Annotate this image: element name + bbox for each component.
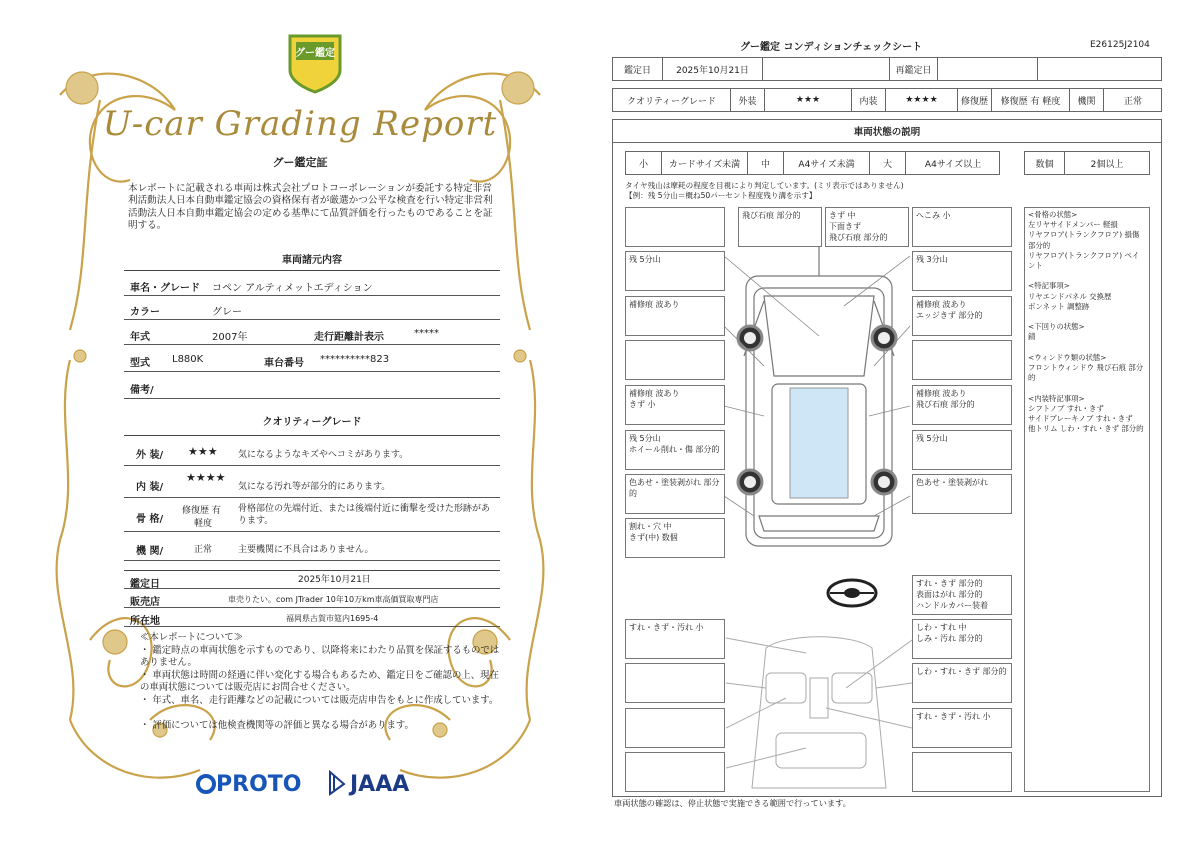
steering-wheel-icon	[826, 578, 878, 608]
date-label: 鑑定日	[130, 579, 160, 590]
ext-box-r6: 残 5分山	[912, 430, 1012, 470]
note-3: ・ 年式、車名、走行距離などの記載については販売店申告をもとに作成しています。	[140, 695, 499, 706]
note-1: ・ 鑑定時点の車両状態を示すものであり、以降将来にわたり品質を保証するものではありません。	[140, 645, 500, 668]
ext-label: 外装	[731, 89, 765, 111]
ext-box-l7: 色あせ・塗装剥がれ 部分的	[625, 474, 725, 514]
remarks-label: 備考/	[130, 385, 154, 396]
engine-label: 機関	[1070, 89, 1104, 111]
info-row-shop	[124, 590, 500, 608]
int-box-r3: すれ・きず・汚れ 小	[912, 708, 1012, 748]
ext-box-top-1: 飛び石痕 部分的	[738, 207, 822, 247]
grade-divider	[124, 428, 500, 436]
color-value: グレー	[212, 307, 242, 318]
tire-note-1: タイヤ残山は摩耗の程度を目視により判定しています。(ミリ表示ではありません)	[625, 181, 904, 190]
chassis-label: 車台番号	[264, 358, 304, 369]
cert-title: U-car Grading Report	[102, 104, 498, 144]
interior-label: 内 装/	[136, 482, 164, 493]
shop-value: 車売りたい。com JTrader 10年10万km車高価買取専門店	[228, 595, 439, 604]
engine-value: 正常	[1123, 96, 1142, 107]
frame-value-1: 修復歴 有	[182, 506, 221, 516]
color-label: カラー	[130, 307, 160, 318]
exterior-stars: ★★★	[188, 445, 218, 458]
interior-stars: ★★★★	[186, 471, 226, 484]
proto-logo-icon	[196, 773, 216, 795]
size-legend	[625, 151, 1000, 175]
chassis-value: **********823	[320, 354, 390, 365]
inspect-blank	[763, 58, 890, 80]
int-box-r4	[912, 752, 1012, 792]
note-4: ・ 評価については他検査機関等の評価と異なる場合があります。	[140, 720, 414, 731]
grade-label: クオリティーグレード	[613, 89, 731, 111]
grade-row-exterior	[124, 440, 500, 466]
sheet-footer: 車両状態の確認は、停止状態で実施できる範囲で行っています。	[614, 798, 851, 808]
size-small: 小	[626, 152, 662, 174]
ext-box-l4	[625, 340, 725, 380]
name-value: コペン アルティメットエディション	[212, 283, 373, 294]
inspect-label: 鑑定日	[613, 58, 663, 80]
size-large-desc: A4サイズ以上	[924, 159, 982, 170]
int-box-r2: しわ・すれ・きず 部分的	[912, 663, 1012, 703]
date-value: 2025年10月21日	[298, 575, 371, 585]
info-row-address	[124, 609, 500, 627]
reinspect-label: 再鑑定日	[890, 58, 938, 80]
int-box-l2	[625, 663, 725, 703]
model-label: 型式	[130, 358, 150, 369]
repair-label: 修復歴	[958, 89, 992, 111]
size-mid-desc: A4サイズ未満	[784, 152, 870, 174]
grade-row	[612, 88, 1162, 112]
doc-id: E26125J2104	[1090, 40, 1150, 50]
frame-label: 骨 格/	[136, 514, 164, 525]
goo-badge-icon	[286, 30, 344, 94]
tire-note-2: 【例：残 5分山＝概ね50パーセント程度残り溝を示す】	[625, 191, 817, 200]
spec-row-model	[124, 348, 500, 372]
ext-box-l1	[625, 207, 725, 247]
proto-logo: PROTO	[216, 772, 302, 797]
engine-value: 正常	[194, 545, 213, 555]
ext-box-l6: 残 5分山 ホイール削れ・傷 部分的	[625, 430, 725, 470]
ext-box-r4	[912, 340, 1012, 380]
grade-row-engine	[124, 537, 500, 561]
model-value: L880K	[172, 354, 204, 365]
exterior-desc: 気になるようなキズやヘコミがあります。	[238, 450, 409, 460]
year-value: 2007年	[212, 332, 248, 343]
ext-box-r7: 色あせ・塗装剥がれ	[912, 474, 1012, 514]
mileage-label: 走行距離計表示	[314, 332, 384, 343]
jaaa-logo-icon	[328, 770, 346, 796]
ext-box-top-2: きず 中 下面きず 飛び石痕 部分的	[825, 207, 909, 247]
specs-divider	[124, 263, 500, 271]
interior-desc: 気になる汚れ等が部分的にあります。	[238, 482, 391, 492]
count-legend	[1024, 151, 1150, 175]
cert-intro: 本レポートに記載される車両は株式会社プロトコーポレーションが委託する特定非営利活動法人日本自動車鑑定協会の資格保有者が厳選かつ公平な検査を行い特定非営利活動法人日本自動車鑑定協会の定める基準にて品質評価を行ったものであることを証明する。	[128, 183, 493, 232]
grade-row-frame	[124, 502, 500, 532]
int-box-r1: しわ・すれ 中 しみ・汚れ 部分的	[912, 619, 1012, 659]
inspect-value: 2025年10月21日	[663, 58, 763, 80]
spec-row-remarks	[124, 375, 500, 399]
count-value: 2個以上	[1090, 159, 1124, 170]
side-notes: <骨格の状態> 左リヤサイドメンバー 軽損 リヤフロア(トランクフロア) 損傷 部分的 リヤフロア(トランクフロア) ペイント <特記事項> リヤエンドパネル 交換歴 ボンネット 調整跡 <下回りの状態> 錆 <ウィンドウ類の状態> フロントウィンドウ 飛び石痕 部分的 <内装特記事項> シフトノブ すれ・きず サイドブレーキノブ すれ・きず 他トリム しわ・すれ・きず 部分的	[1024, 207, 1150, 792]
sheet-title: グー鑑定 コンディションチェックシート	[740, 42, 923, 53]
name-label: 車名・グレード	[130, 283, 200, 294]
reinspect-value	[938, 58, 1038, 80]
repair-value: 修復歴 有 軽度	[992, 89, 1070, 111]
note-2: ・ 車両状態は時間の経過に伴い変化する場合もあるため、鑑定日をご確認の上、現在の車両状態については販売店にお問合せください。	[140, 670, 499, 693]
int-box-l1: すれ・きず・汚れ 小	[625, 619, 725, 659]
ext-box-l3: 補修痕 波あり	[625, 296, 725, 336]
spec-row-name	[124, 274, 500, 296]
spec-row-year	[124, 323, 500, 345]
badge-text: グー鑑定	[295, 48, 335, 59]
ext-box-l5: 補修痕 波あり きず 小	[625, 385, 725, 425]
size-large: 大	[870, 152, 906, 174]
grade-row-interior	[124, 470, 500, 498]
int-label: 内装	[852, 89, 886, 111]
shop-label: 販売店	[130, 597, 160, 608]
info-row-date	[124, 571, 500, 589]
exterior-label: 外 装/	[136, 450, 164, 461]
year-label: 年式	[130, 332, 150, 343]
car-exterior-diagram	[724, 246, 910, 554]
desc-heading: 車両状態の説明	[612, 119, 1162, 143]
date-row	[612, 57, 1162, 81]
address-label: 所在地	[130, 616, 160, 627]
address-value: 福岡県古賀市筵内1695-4	[286, 614, 379, 623]
engine-desc: 主要機関に不具合はありません。	[238, 545, 374, 555]
ext-box-top-3: へこみ 小	[912, 207, 1012, 247]
spec-row-color	[124, 298, 500, 320]
int-box-wheel: すれ・きず 部分的 表面はがれ 部分的 ハンドルカバー装着	[912, 575, 1012, 615]
ext-box-r2: 残 3分山	[912, 251, 1012, 291]
int-value: ★★★★	[886, 89, 958, 111]
frame-value-2: 軽度	[194, 519, 213, 529]
engine-label: 機 関/	[136, 546, 164, 557]
size-mid: 中	[748, 152, 784, 174]
car-interior-diagram	[726, 628, 912, 798]
jaaa-logo: JAAA	[350, 772, 410, 797]
mileage-value: *****	[414, 328, 439, 339]
cert-subtitle: グー鑑定証	[272, 156, 328, 169]
grade-heading: クオリティーグレード	[262, 417, 362, 428]
specs-heading: 車両諸元内容	[282, 255, 342, 266]
notes-heading: ≪本レポートについて≫	[140, 632, 243, 643]
frame-desc: 骨格部位の先端付近、または後端付近に衝撃を受けた形跡があります。	[238, 504, 491, 526]
ext-box-r5: 補修痕 波あり 飛び石痕 部分的	[912, 385, 1012, 425]
size-small-desc: カードサイズ未満	[662, 152, 748, 174]
ext-box-l2: 残 5分山	[625, 251, 725, 291]
int-box-l3	[625, 708, 725, 748]
ext-box-l8: 割れ・穴 中 きず(中) 数個	[625, 518, 725, 558]
int-box-l4	[625, 752, 725, 792]
count-label: 数個	[1025, 152, 1065, 174]
ext-box-r3: 補修痕 波あり エッジきず 部分的	[912, 296, 1012, 336]
ext-value: ★★★	[765, 89, 852, 111]
